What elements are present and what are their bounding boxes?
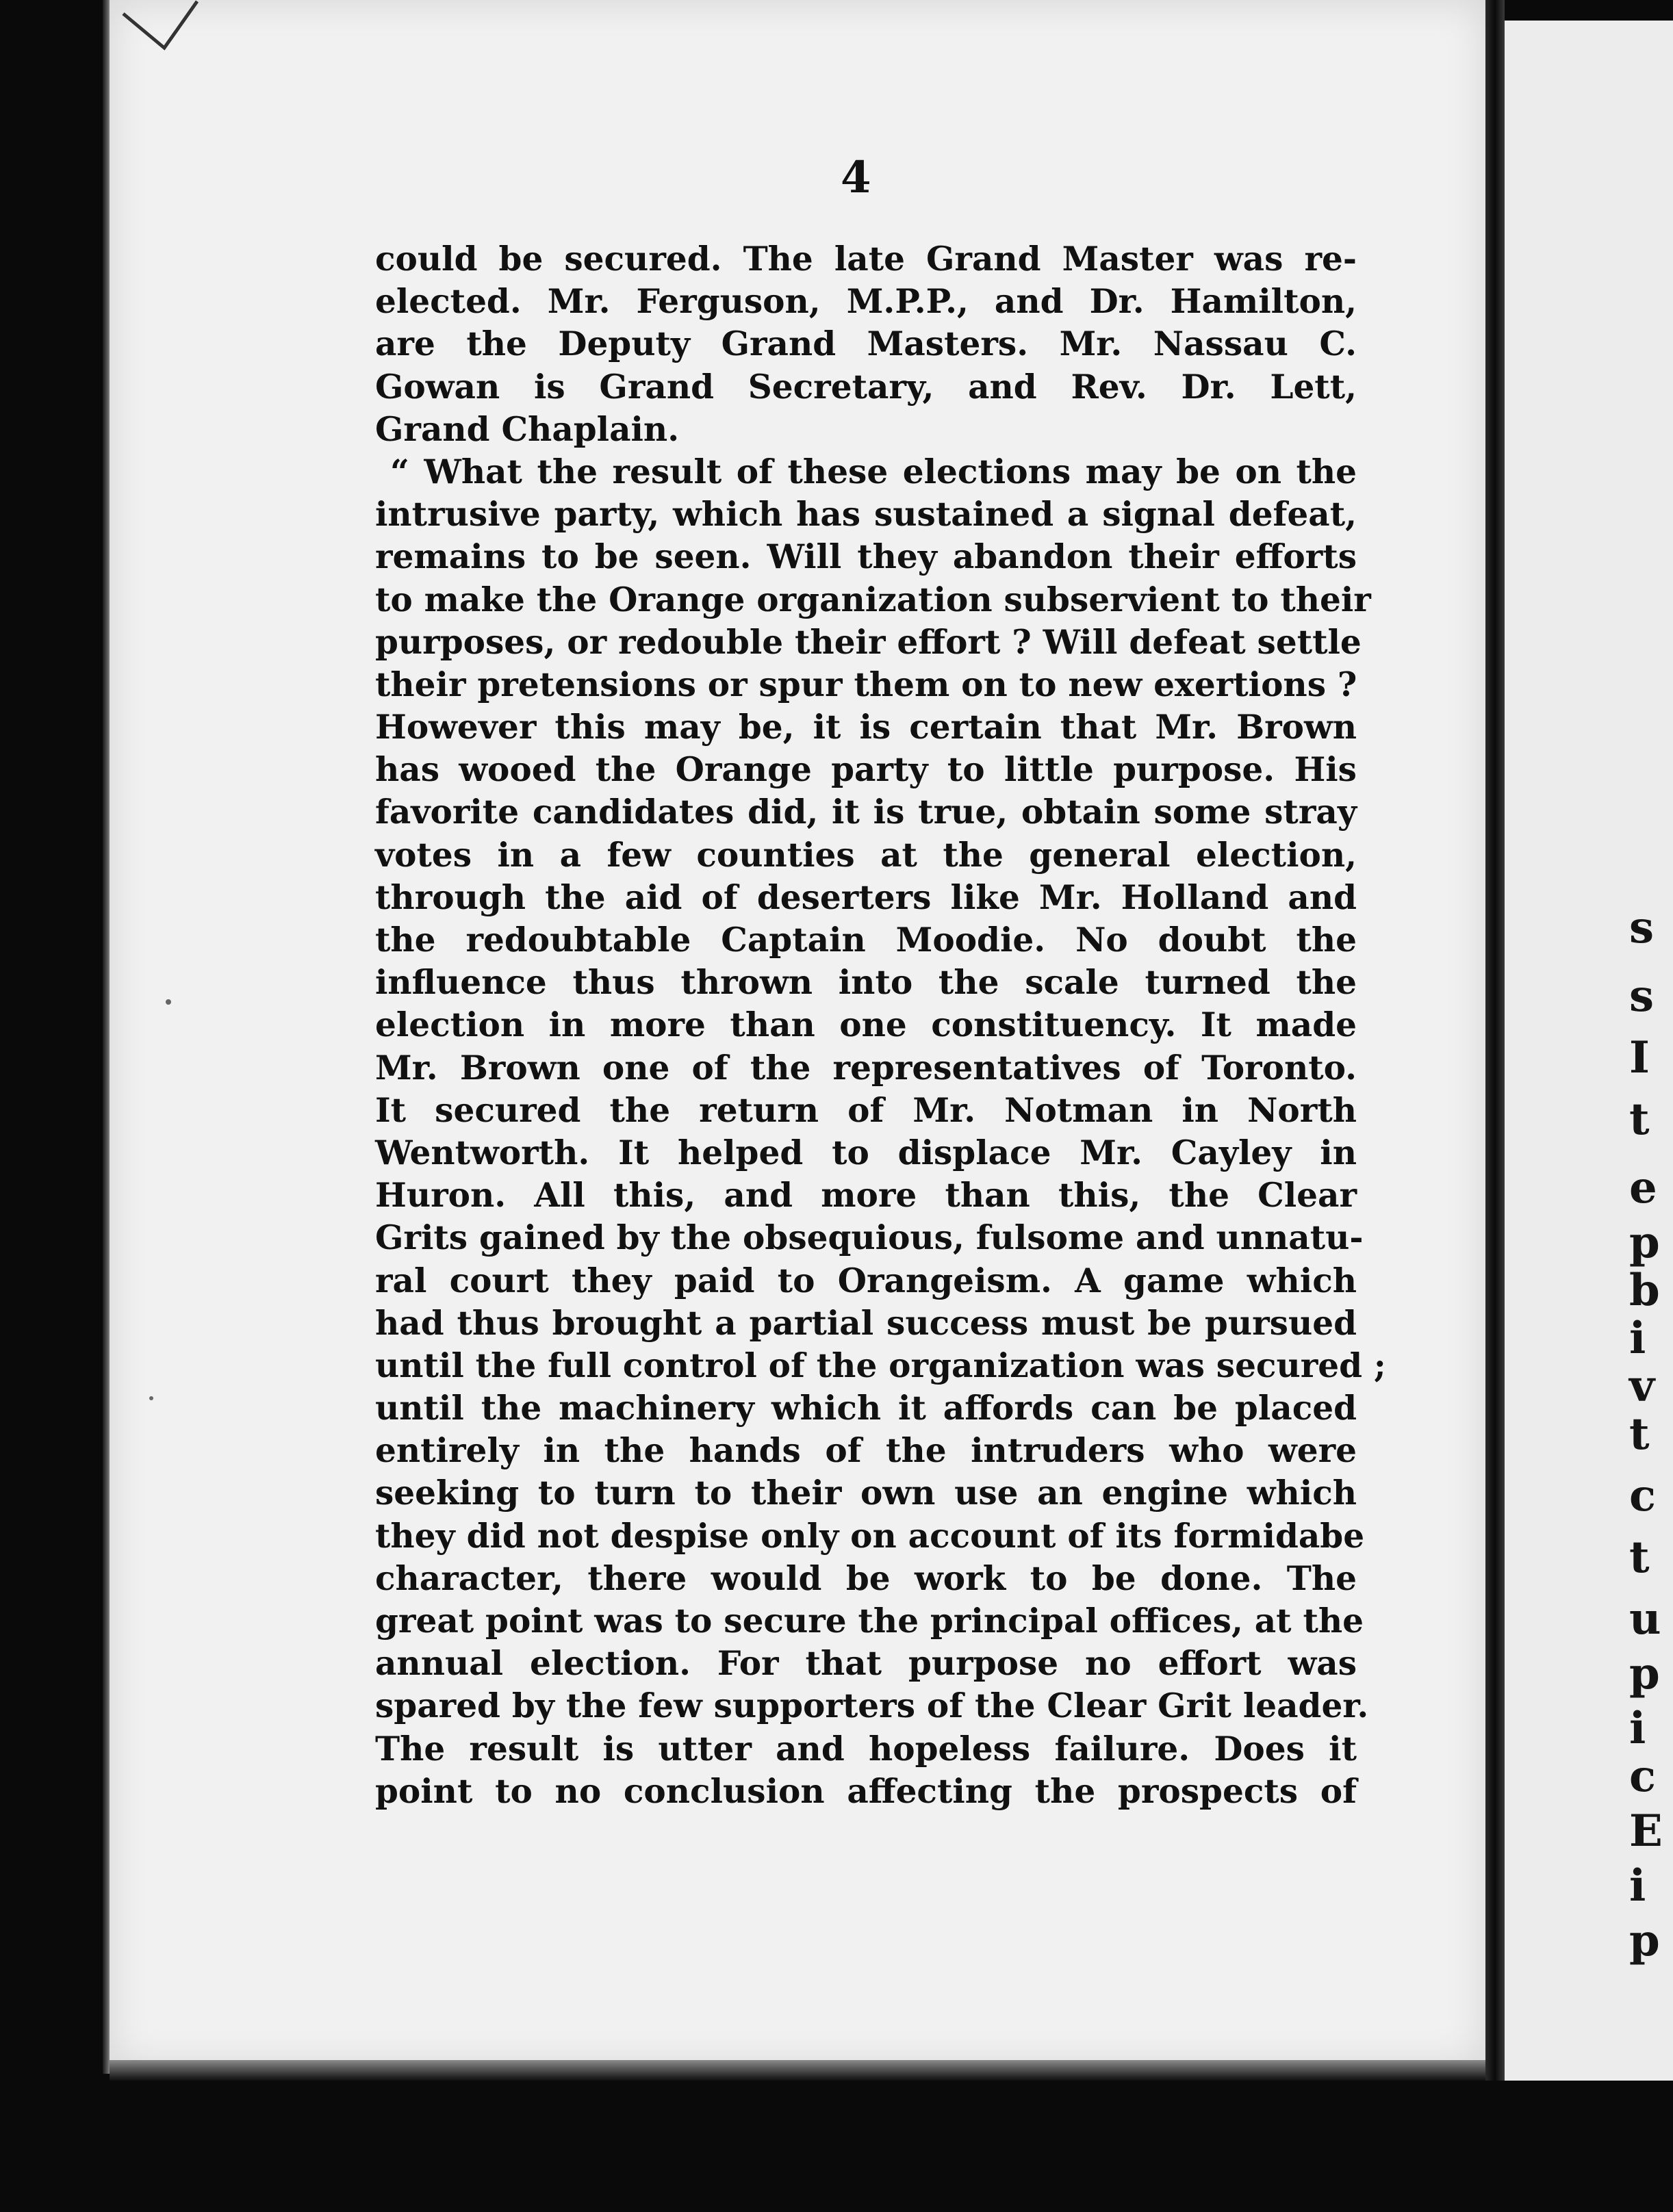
- text-line: elected. Mr. Ferguson, M.P.P., and Dr. Hamilton,: [375, 282, 1357, 322]
- text-line: Mr. Brown one of the representatives of Toronto.: [375, 1048, 1357, 1088]
- adjacent-page-letter: c: [1629, 1751, 1656, 1802]
- adjacent-page-letter: c: [1629, 1470, 1656, 1521]
- text-line: Wentworth. It helped to displace Mr. Cayley in: [375, 1133, 1357, 1172]
- adjacent-page: [1505, 21, 1673, 2081]
- text-line: their pretensions or spur them on to new exertions ?: [375, 665, 1357, 704]
- corner-fold: [116, 0, 199, 62]
- text-line: influence thus thrown into the scale turned the: [375, 963, 1357, 1003]
- text-line: ral court they paid to Orangeism. A game which: [375, 1261, 1357, 1300]
- text-line: election in more than one constituency. It made: [375, 1005, 1357, 1045]
- adjacent-page-letter: v: [1629, 1361, 1655, 1412]
- text-line: It secured the return of Mr. Notman in North: [375, 1090, 1357, 1130]
- adjacent-page-letter: u: [1629, 1593, 1661, 1645]
- page-bottom-edge: [110, 2060, 1499, 2081]
- text-line: Gowan is Grand Secretary, and Rev. Dr. Lett,: [375, 367, 1357, 407]
- adjacent-page-letter: s: [1629, 970, 1655, 1022]
- text-line: seeking to turn to their own use an engine which: [375, 1474, 1357, 1513]
- page-number: 4: [841, 152, 871, 203]
- adjacent-page-letter: b: [1629, 1265, 1660, 1316]
- text-line: Huron. All this, and more than this, the Clear: [375, 1176, 1357, 1216]
- text-line: annual election. For that purpose no effort was: [375, 1644, 1357, 1684]
- text-line: until the full control of the organization was secured ;: [375, 1346, 1386, 1385]
- text-line: Grits gained by the obsequious, fulsome and unnatu-: [375, 1218, 1364, 1258]
- page-speck: [166, 999, 171, 1005]
- adjacent-page-letter: s: [1629, 902, 1655, 953]
- text-line: are the Deputy Grand Masters. Mr. Nassau C.: [375, 324, 1357, 364]
- text-line: until the machinery which it affords can be placed: [375, 1389, 1357, 1428]
- book-gutter: [1485, 0, 1505, 2081]
- adjacent-page-letter: I: [1629, 1032, 1650, 1083]
- text-line: The result is utter and hopeless failure. Does it: [375, 1729, 1357, 1769]
- adjacent-page-letter: t: [1629, 1409, 1650, 1460]
- text-line: point to no conclusion affecting the prospects of: [375, 1771, 1357, 1811]
- adjacent-page-letter: p: [1629, 1217, 1660, 1268]
- page-speck: [149, 1396, 153, 1400]
- text-line: votes in a few counties at the general election,: [375, 835, 1357, 875]
- text-line: “ What the result of these elections may be on the: [390, 452, 1357, 491]
- text-line: intrusive party, which has sustained a signal defeat,: [375, 495, 1357, 535]
- text-line: has wooed the Orange party to little purpose. His: [375, 750, 1357, 790]
- adjacent-page-letter: i: [1629, 1860, 1646, 1912]
- text-line: Grand Chaplain.: [375, 409, 680, 449]
- text-line: great point was to secure the principal offices, at the: [375, 1602, 1364, 1641]
- adjacent-page-letter: e: [1629, 1162, 1657, 1213]
- text-line: However this may be, it is certain that Mr. Brown: [375, 708, 1357, 747]
- adjacent-page-letter: i: [1629, 1313, 1646, 1364]
- text-line: could be secured. The late Grand Master was re-: [375, 240, 1357, 279]
- text-line: spared by the few supporters of the Clear Grit leader.: [375, 1686, 1369, 1726]
- body-text: [375, 238, 1386, 1813]
- text-line: remains to be seen. Will they abandon their efforts: [375, 537, 1357, 577]
- text-line: had thus brought a partial success must be pursued: [375, 1303, 1357, 1343]
- adjacent-page-letter: E: [1629, 1805, 1663, 1857]
- adjacent-page-letter: p: [1629, 1915, 1660, 1966]
- adjacent-page-letter: p: [1629, 1648, 1660, 1699]
- text-line: to make the Orange organization subservient to their: [375, 580, 1371, 619]
- text-line: through the aid of deserters like Mr. Holland and: [375, 877, 1357, 917]
- text-line: purposes, or redouble their effort ? Will defeat settle: [375, 622, 1362, 662]
- text-line: the redoubtable Captain Moodie. No doubt the: [375, 921, 1357, 960]
- text-line: they did not despise only on account of its formidabe: [375, 1516, 1365, 1556]
- text-line: character, there would be work to be done. The: [375, 1558, 1357, 1598]
- adjacent-page-letter: i: [1629, 1703, 1646, 1754]
- adjacent-page-letter: t: [1629, 1532, 1650, 1583]
- adjacent-page-letter: t: [1629, 1094, 1650, 1145]
- text-line: favorite candidates did, it is true, obtain some stray: [375, 793, 1357, 832]
- text-line: entirely in the hands of the intruders who were: [375, 1431, 1357, 1471]
